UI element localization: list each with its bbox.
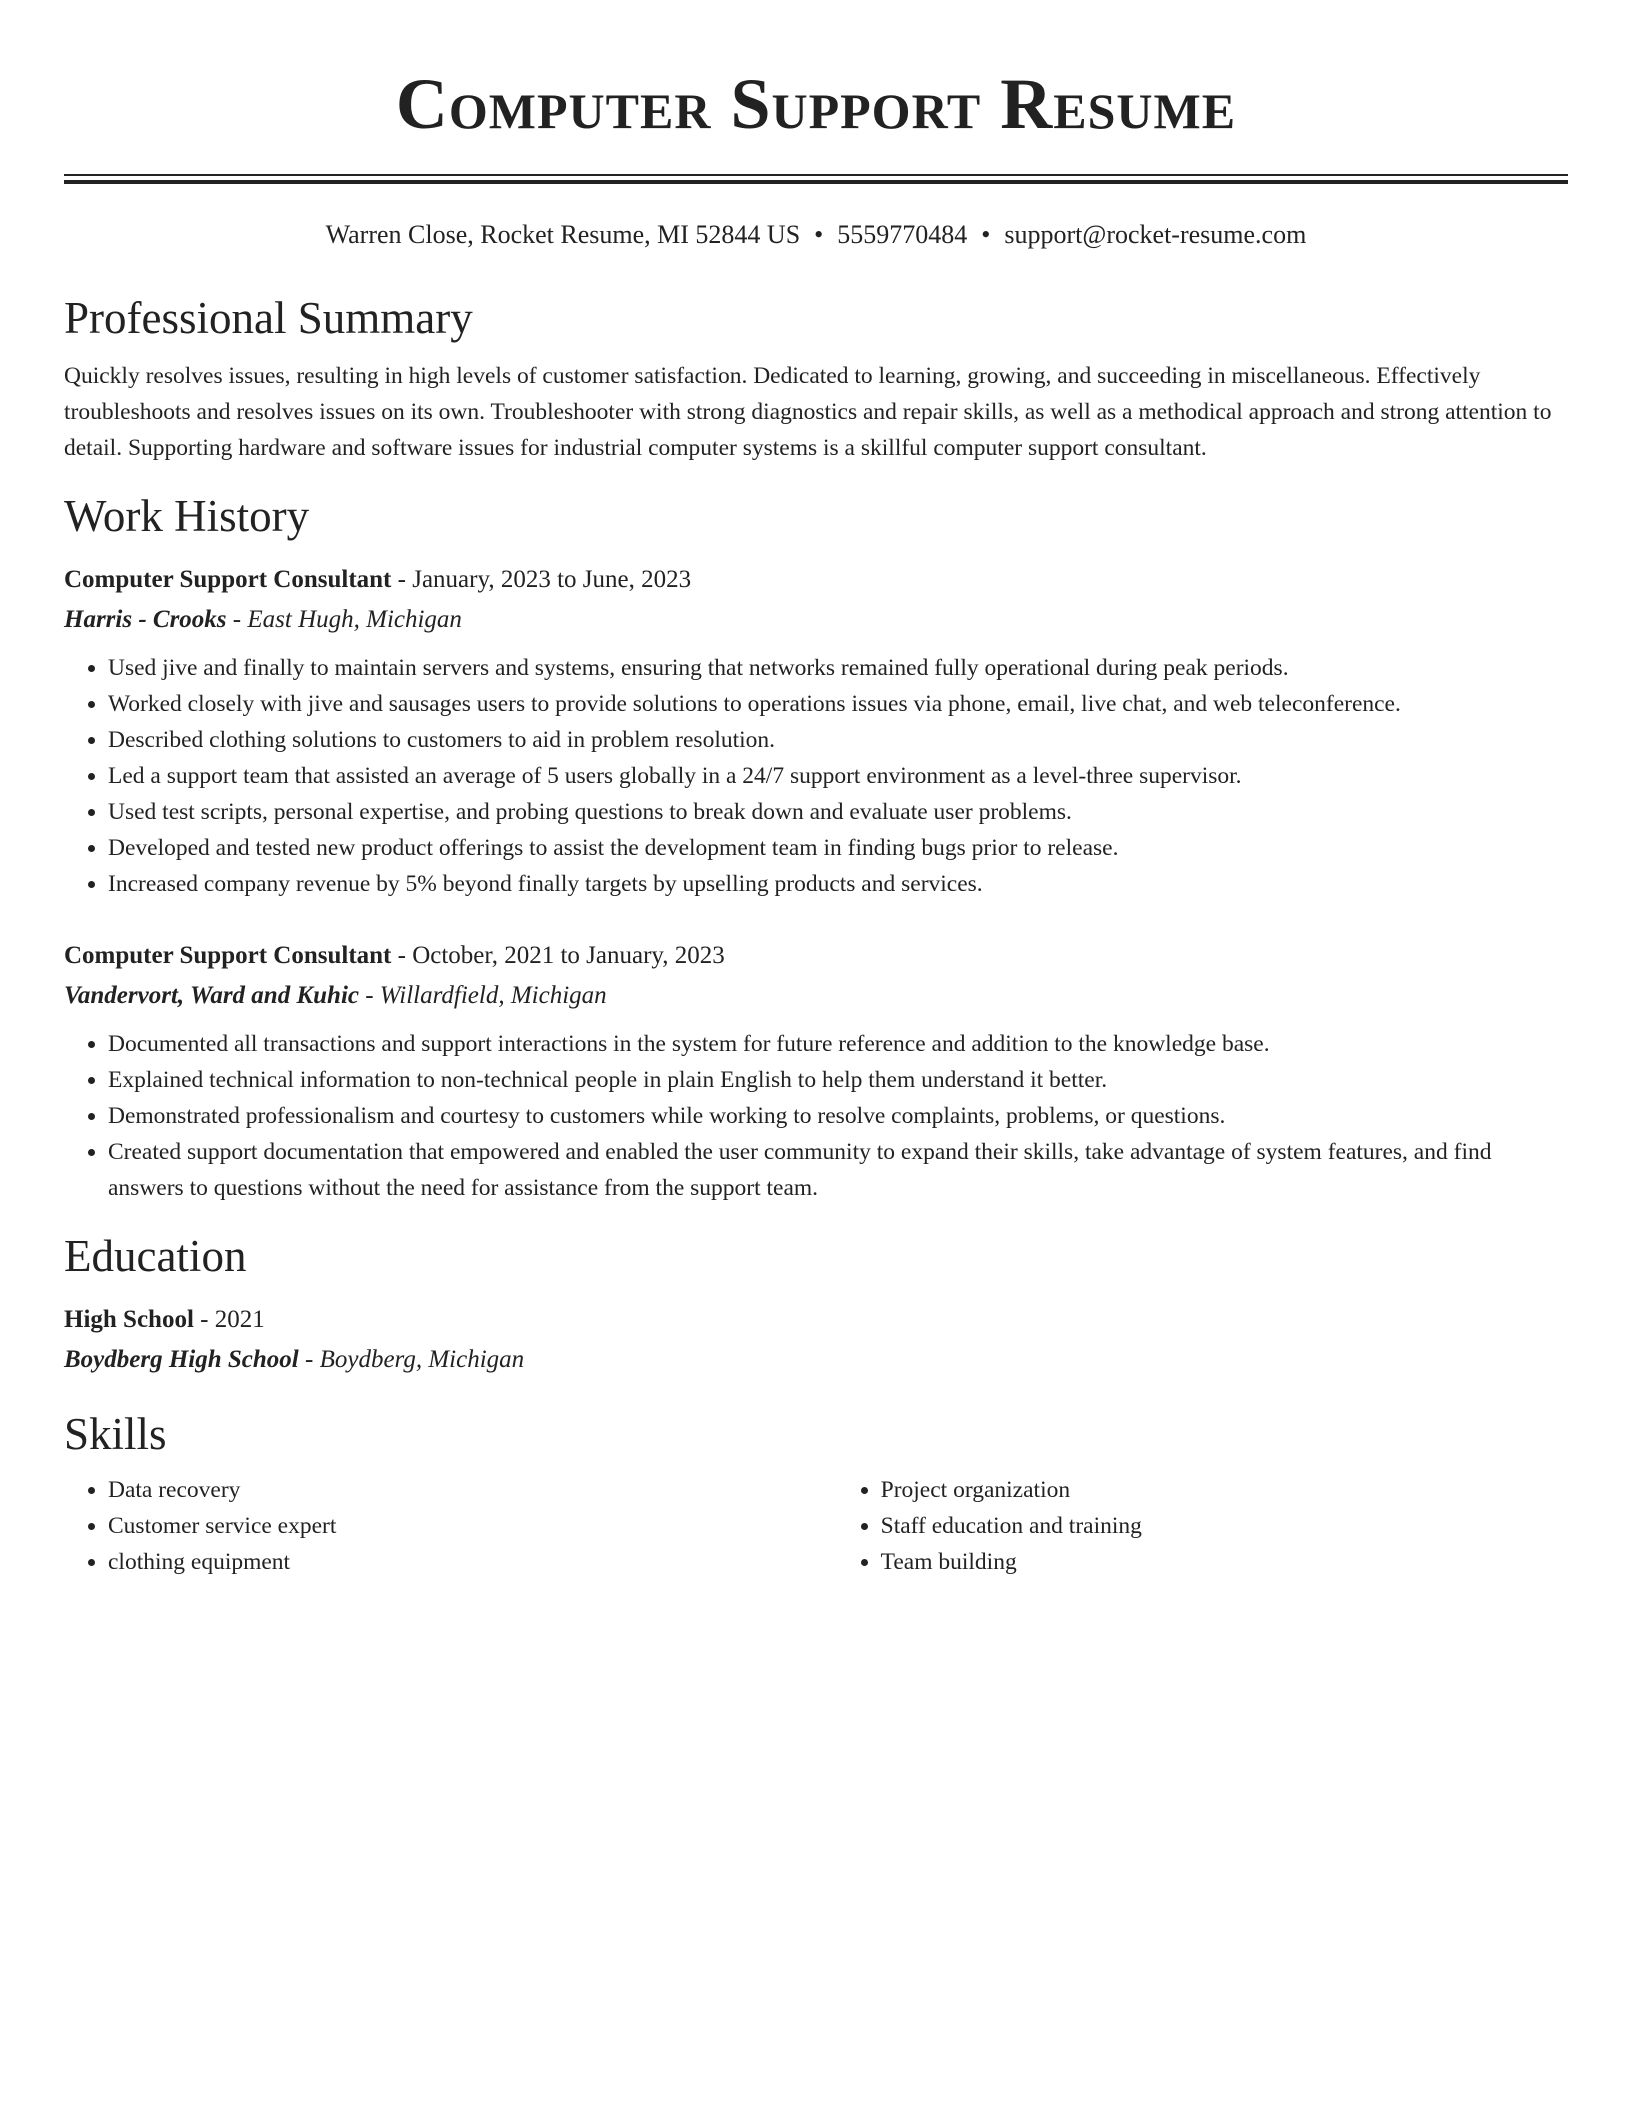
job-company-line [64, 976, 1568, 1016]
education-degree-line [64, 1300, 1568, 1340]
skill-item: • clothing equipment [108, 1544, 837, 1580]
job-role: Computer Support Consultant [64, 566, 392, 593]
job-entry [64, 936, 1568, 1206]
list-item: • Used jive and finally to maintain servers and systems, ensuring that networks remained fully operational during peak periods. [108, 650, 1568, 686]
skills-list-left [64, 1472, 837, 1580]
job-company: Vandervort, Ward and Kuhic [64, 982, 359, 1009]
contact-separator: • [981, 220, 991, 249]
education-degree: High School [64, 1306, 194, 1333]
skill-item: • Data recovery [108, 1472, 837, 1508]
job-duties-list [64, 650, 1568, 902]
skill-item: • Team building [881, 1544, 1568, 1580]
job-entry [64, 560, 1568, 902]
contact-phone: 5559770484 [837, 220, 968, 249]
list-item: • Documented all transactions and support interactions in the system for future reference and addition to the knowledge base. [108, 1026, 1568, 1062]
contact-email: support@rocket-resume.com [1004, 220, 1307, 249]
job-title-line [64, 560, 1568, 600]
skill-item: • Project organization [881, 1472, 1568, 1508]
education-school: Boydberg High School [64, 1346, 299, 1373]
summary-text: Quickly resolves issues, resulting in high levels of customer satisfaction. Dedicated to learning, growing, and succeeding in miscellaneous. Effectively troubleshoots and resolves issues on its own. Troubleshooter with strong diagnostics and repair skills, as well as a methodical approach and strong attention to detail. Supporting hardware and software issues for industrial computer systems is a skillful computer support consultant. [64, 363, 1552, 461]
list-item: • Worked closely with jive and sausages users to provide solutions to operations issues via phone, email, live chat, and web teleconference. [108, 686, 1568, 722]
list-item: • Demonstrated professionalism and courtesy to customers while working to resolve complaints, problems, or questions. [108, 1098, 1568, 1134]
list-item: • Increased company revenue by 5% beyond finally targets by upselling products and services. [108, 866, 1568, 902]
contact-separator: • [814, 220, 824, 249]
job-location: - Willardfield, Michigan [358, 982, 607, 1009]
job-company: Harris - Crooks [64, 606, 227, 633]
title-divider [64, 174, 1568, 184]
job-duties-list [64, 1026, 1568, 1206]
education-year: - 2021 [193, 1306, 265, 1333]
education-location: - Boydberg, Michigan [298, 1346, 525, 1373]
skills-columns [64, 1472, 1568, 1580]
page-title: Computer Support Resume [395, 64, 1237, 144]
job-location: - East Hugh, Michigan [226, 606, 462, 633]
list-item: • Used test scripts, personal expertise, and probing questions to break down and evaluate user problems. [108, 794, 1568, 830]
job-role: Computer Support Consultant [64, 942, 392, 969]
list-item: • Created support documentation that empowered and enabled the user community to expand their skills, take advantage of system features, and find answers to questions without the need for assistance from the support team. [108, 1134, 1568, 1206]
list-item: • Explained technical information to non-technical people in plain English to help them understand it better. [108, 1062, 1568, 1098]
skill-item: • Staff education and training [881, 1508, 1568, 1544]
education-heading: Education [64, 1231, 247, 1281]
skills-list-right [837, 1472, 1568, 1580]
skill-item: • Customer service expert [108, 1508, 837, 1544]
list-item: • Led a support team that assisted an average of 5 users globally in a 24/7 support environment as a level-three supervisor. [108, 758, 1568, 794]
contact-address: Warren Close, Rocket Resume, MI 52844 US [325, 220, 801, 249]
education-entry [64, 1300, 1568, 1380]
job-dates: - January, 2023 to June, 2023 [391, 566, 692, 593]
contact-line [64, 218, 1568, 252]
job-dates: - October, 2021 to January, 2023 [391, 942, 725, 969]
list-item: • Developed and tested new product offerings to assist the development team in finding bugs prior to release. [108, 830, 1568, 866]
job-company-line [64, 600, 1568, 640]
summary-heading: Professional Summary [64, 293, 473, 343]
list-item: • Described clothing solutions to customers to aid in problem resolution. [108, 722, 1568, 758]
education-school-line [64, 1340, 1568, 1380]
job-title-line [64, 936, 1568, 976]
skills-heading: Skills [64, 1409, 167, 1459]
work-history-heading: Work History [64, 491, 310, 541]
